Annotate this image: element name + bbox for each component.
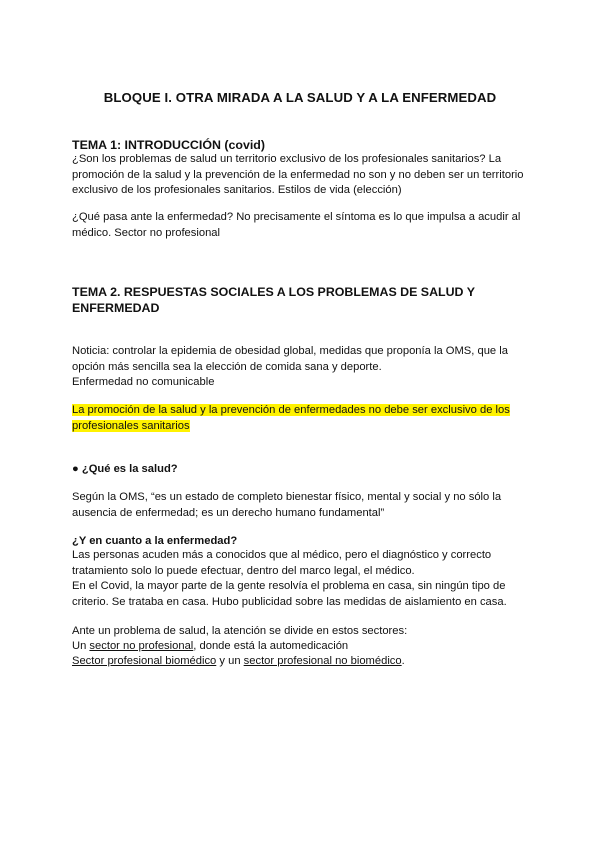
sectores-line-3-end: . [401, 655, 405, 667]
tema1-heading: TEMA 1: INTRODUCCIÓN (covid) [72, 138, 265, 152]
sectores-line-3 [72, 654, 542, 670]
tema2-highlight-paragraph [72, 403, 542, 434]
sectores-line-3-mid: y un [216, 655, 244, 667]
page-title: BLOQUE I. OTRA MIRADA A LA SALUD Y A LA ENFERMEDAD [103, 90, 497, 105]
sector-profesional-biomedico-text: Sector profesional biomédico [72, 655, 217, 667]
highlighted-text: La promoción de la salud y la prevención de enfermedades no debe ser exclusivo de los profesionales sanitarios [72, 404, 510, 432]
tema2-heading: TEMA 2. RESPUESTAS SOCIALES A LOS PROBLEMAS DE SALUD Y ENFERMEDAD [72, 285, 475, 315]
sectores-line-2 [72, 639, 542, 655]
salud-question: ● ¿Qué es la salud? [72, 463, 178, 475]
tema2-no-comunicable: Enfermedad no comunicable [72, 376, 215, 388]
salud-oms-definition: Según la OMS, “es un estado de completo bienestar físico, mental y social y no sólo la ausencia de enfermedad; es un derecho humano fundamental” [72, 491, 502, 519]
enfermedad-paragraph-1: Las personas acuden más a conocidos que al médico, pero el diagnóstico y correcto tratamiento solo lo puede efectuar, dentro del marco legal, el médico. [72, 549, 492, 577]
tema2-noticia: Noticia: controlar la epidemia de obesidad global, medidas que proponía la OMS, que la opción más sencilla sea la elección de comida sana y deporte. [72, 345, 508, 373]
sectores-line-2-start: Un [72, 640, 90, 652]
sectores-intro: Ante un problema de salud, la atención se divide en estos sectores: [72, 625, 408, 637]
sector-profesional-no-biomedico-text: sector profesional no biomédico [243, 655, 402, 667]
tema1-paragraph-2: ¿Qué pasa ante la enfermedad? No precisamente el síntoma es lo que impulsa a acudir al médico. Sector no profesional [72, 211, 521, 239]
sector-no-profesional-text: sector no profesional [89, 640, 194, 652]
enfermedad-paragraph-2: En el Covid, la mayor parte de la gente resolvía el problema en casa, sin ningún tipo de criterio. Se trataba en casa. Hubo publicidad sobre las medidas de aislamiento en casa. [72, 580, 507, 608]
sectores-line-2-end: , donde está la automedicación [193, 640, 349, 652]
tema1-paragraph-1: ¿Son los problemas de salud un territorio exclusivo de los profesionales sanitarios? La promoción de la salud y la prevención de la enfermedad no son y no deben ser un territorio exclusivo de los profesionales sanitarios. Estilos de vida (elección) [72, 153, 524, 196]
enfermedad-question: ¿Y en cuanto a la enfermedad? [72, 535, 238, 547]
